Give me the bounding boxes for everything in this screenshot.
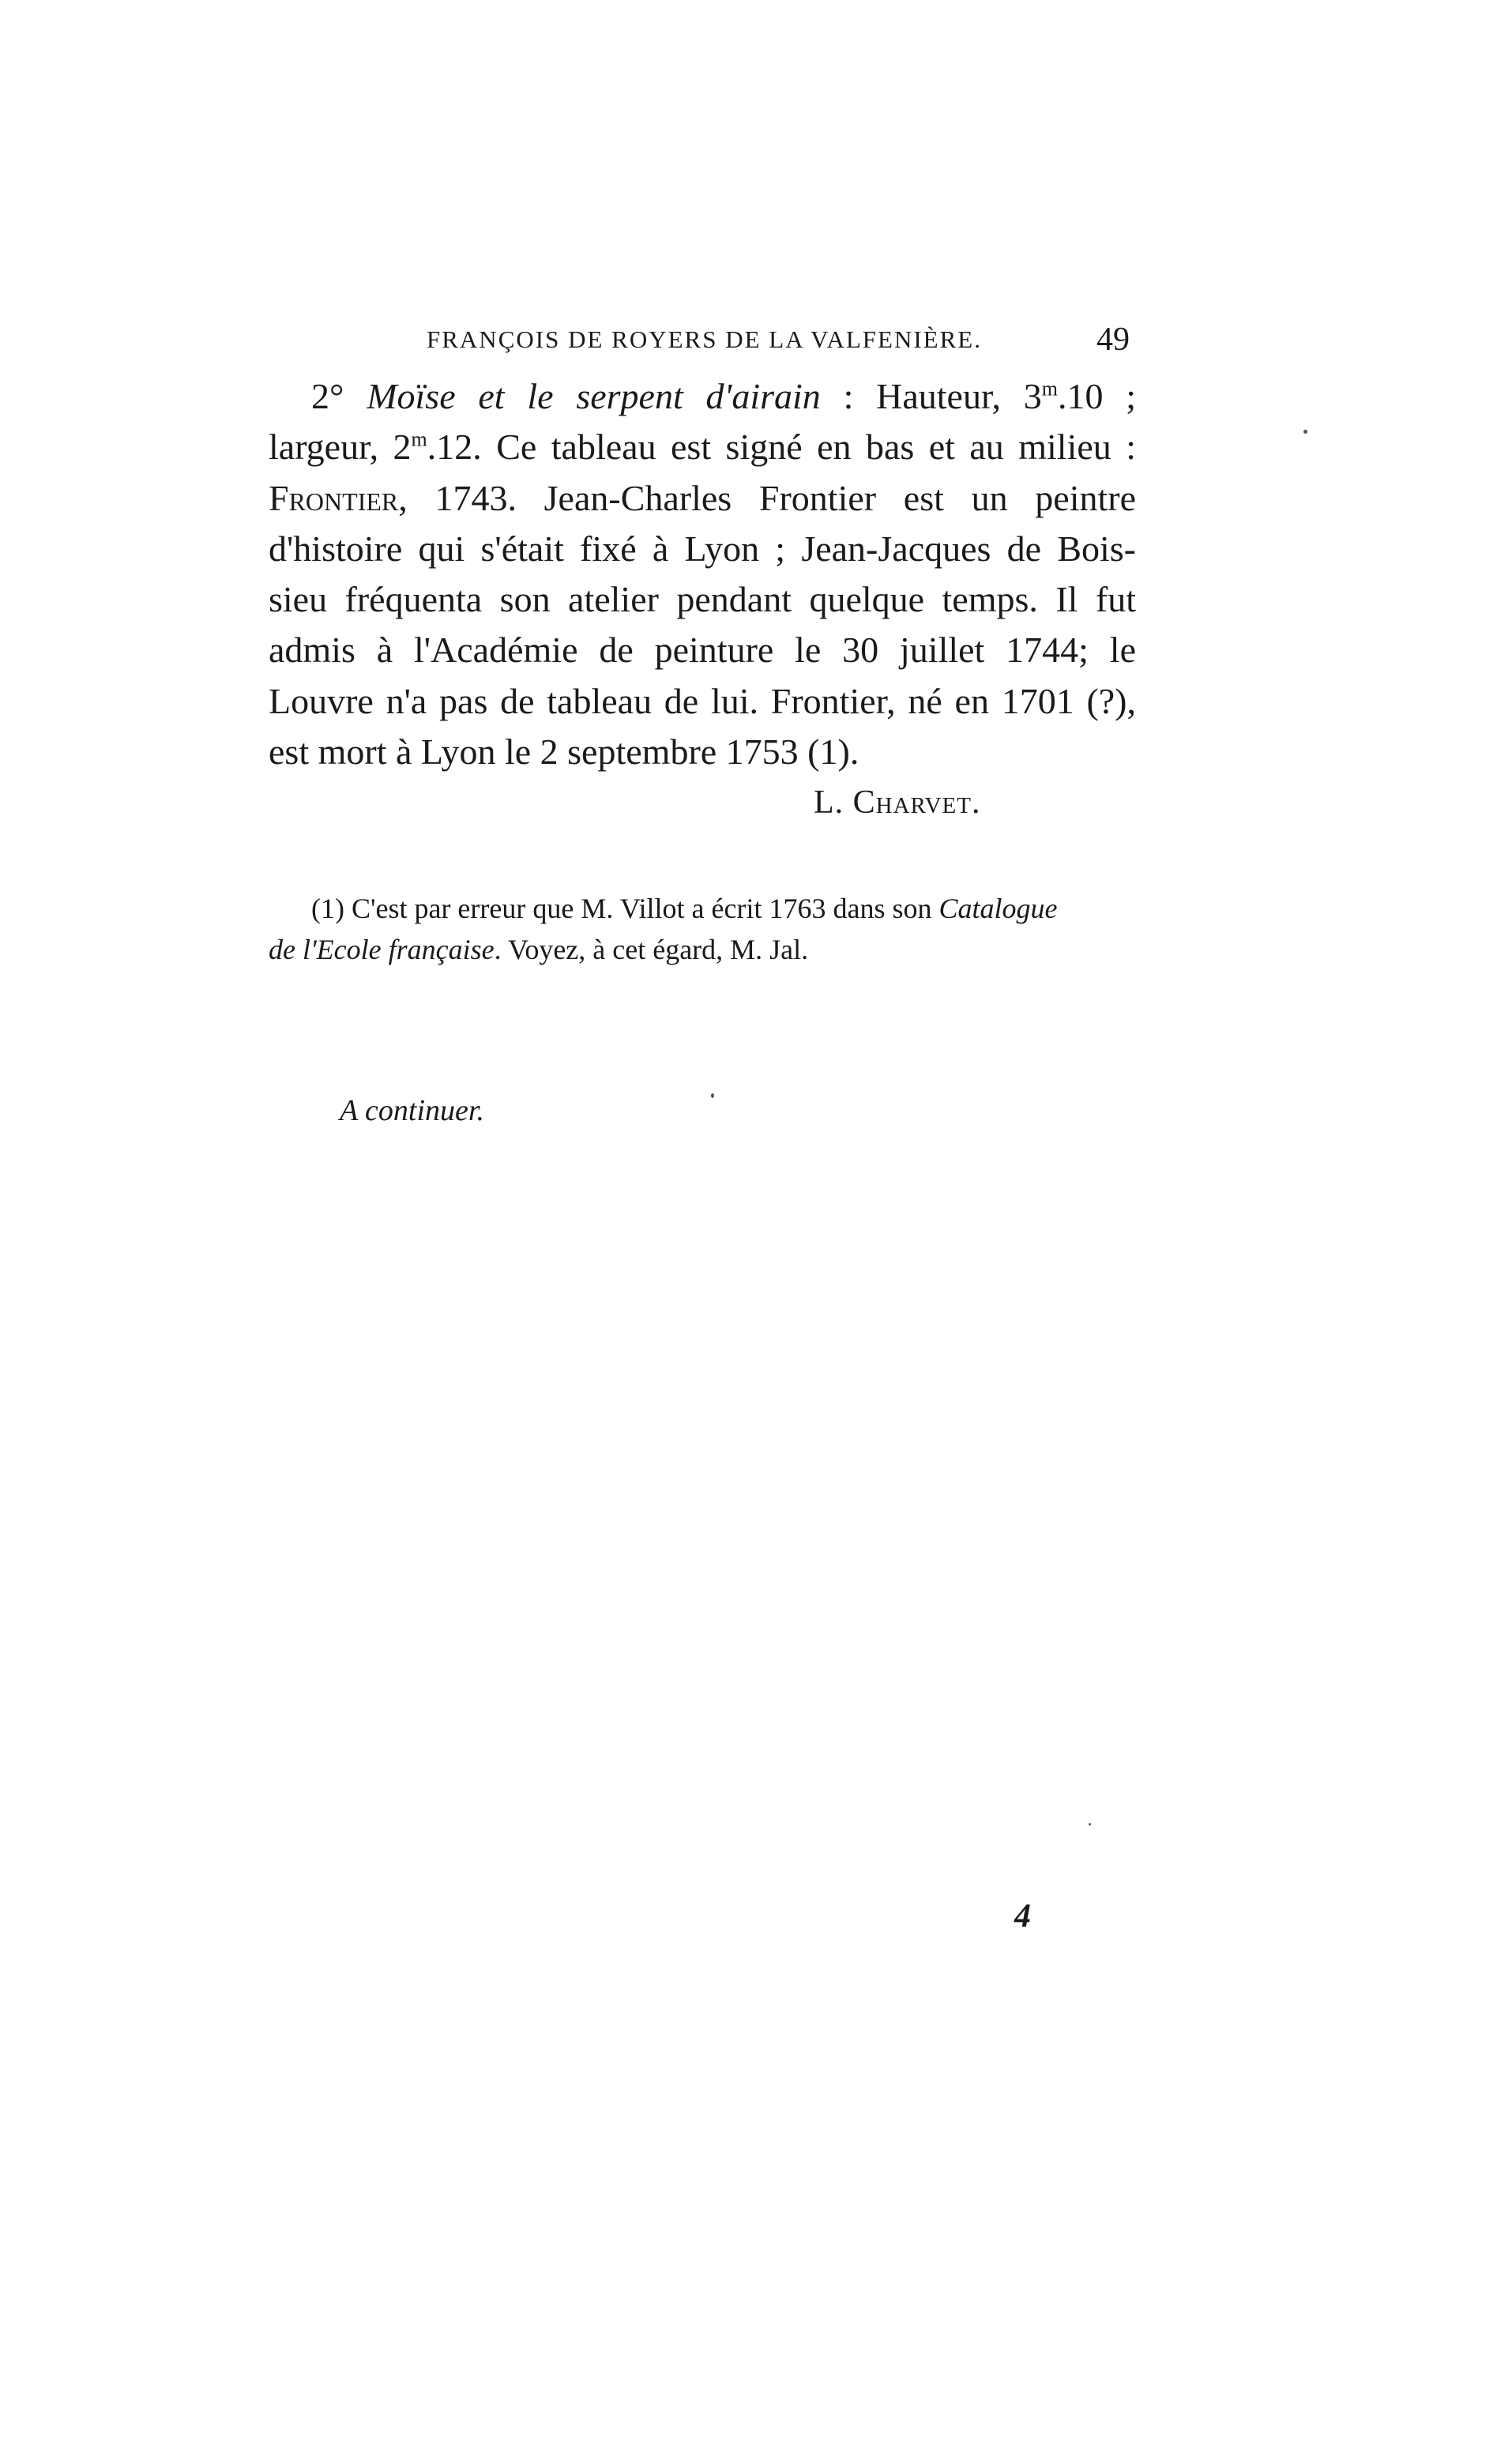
body-line-1: 2° Moïse et le serpent d'airain : Hauteur, 3$^m$.10 ; — [311, 376, 1137, 416]
author-surname: Charvet — [852, 784, 972, 821]
printer-signature-mark: 4 — [1014, 1898, 1031, 1935]
painter-name: Frontier — [269, 477, 399, 518]
page-number: 49 — [1096, 321, 1130, 358]
footnote — [269, 888, 1136, 970]
running-head: FRANÇOIS DE ROYERS DE LA VALFENIÈRE. — [427, 325, 982, 353]
continuation-note: A continuer. — [340, 1094, 484, 1127]
body-line-7: Louvre n'a pas de tableau de lui. Frontier, né en 1701 (?), — [269, 680, 1136, 721]
catalogue-title: Catalogue — [938, 893, 1058, 924]
unit-m-superscript: m — [411, 427, 427, 451]
school-title: de l'Ecole française — [269, 934, 495, 965]
footnote-line-1: (1) C'est par erreur que M. Villot a écrit 1763 dans son Catalogue — [311, 893, 1058, 924]
body-line-4: d'histoire qui s'était fixé à Lyon ; Jean-Jacques de Bois- — [269, 528, 1136, 569]
body-line-2: largeur, 2$^m$.12. Ce tableau est signé en bas et au milieu : — [269, 427, 1137, 468]
author-signature: L. Charvet. — [814, 784, 981, 821]
paper-speck — [711, 1093, 714, 1098]
painting-title: Moïse et le serpent d'airain — [367, 376, 821, 416]
item-number: 2° — [311, 376, 344, 416]
body-line-3: Frontier, 1743. Jean-Charles Frontier est un peintre — [269, 477, 1136, 518]
body-paragraph — [269, 371, 1136, 777]
paper-speck — [1303, 430, 1307, 434]
body-line-8: est mort à Lyon le 2 septembre 1753 (1). — [269, 731, 859, 773]
paper-speck — [1089, 1823, 1091, 1825]
body-line-6: admis à l'Académie de peinture le 30 juillet 1744; le — [269, 630, 1136, 671]
footnote-line-2: de l'Ecole française. Voyez, à cet égard, M. Jal. — [269, 934, 809, 965]
body-line-5: sieu fréquenta son atelier pendant quelque temps. Il fut — [269, 579, 1136, 620]
